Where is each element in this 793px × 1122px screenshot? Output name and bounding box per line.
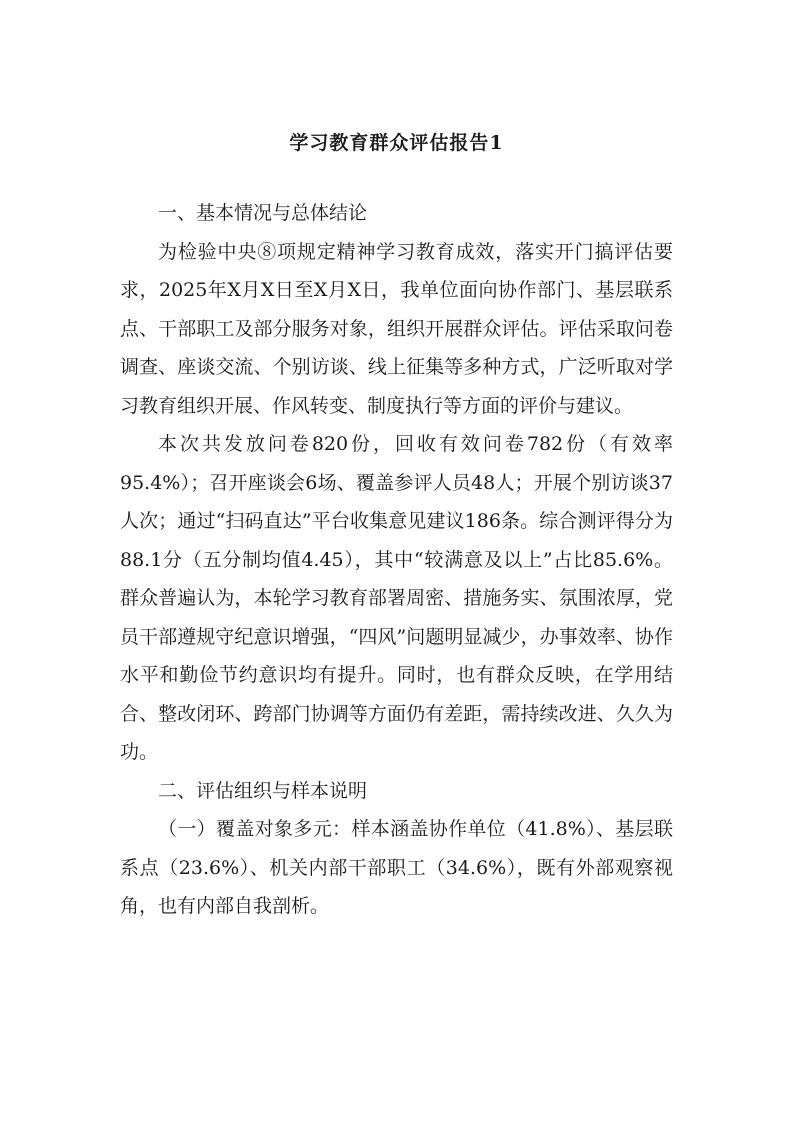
paragraph-coverage: （一）覆盖对象多元：样本涵盖协作单位（41.8%）、基层联系点（23.6%）、机关内部干部职工（34.6%），既有外部观察视角，也有内部自我剖析。 <box>120 818 673 917</box>
section-heading-1: 一、基本情况与总体结论 <box>158 202 368 224</box>
paragraph-intro: 为检验中央⑧项规定精神学习教育成效，落实开门搞评估要求，2025年X月X日至X月X日，我单位面向协作部门、基层联系点、干部职工及部分服务对象，组织开展群众评估。评估采取问卷调查、座谈交流、个别访谈、线上征集等多种方式，广泛听取对学习教育组织开展、作风转变、制度执行等方面的评价与建议。 <box>120 240 673 417</box>
section-heading-2: 二、评估组织与样本说明 <box>158 779 368 802</box>
document-body <box>120 194 673 926</box>
document-title: 学习教育群众评估报告1 <box>289 132 504 154</box>
paragraph-statistics: 本次共发放问卷820份，回收有效问卷782份（有效率95.4%）；召开座谈会6场、覆盖参评人员48人；开展个别访谈37人次；通过“扫码直达”平台收集意见建议186条。综合测评得分为88.1分（五分制均值4.45），其中“较满意及以上”占比85.6%。群众普遍认为，本轮学习教育部署周密、措施务实、氛围浓厚，党员干部遵规守纪意识增强，“四风”问题明显减少，办事效率、协作水平和勤俭节约意识均有提升。同时，也有群众反映，在学用结合、整改闭环、跨部门协调等方面仍有差距，需持续改进、久久为功。 <box>120 433 673 763</box>
